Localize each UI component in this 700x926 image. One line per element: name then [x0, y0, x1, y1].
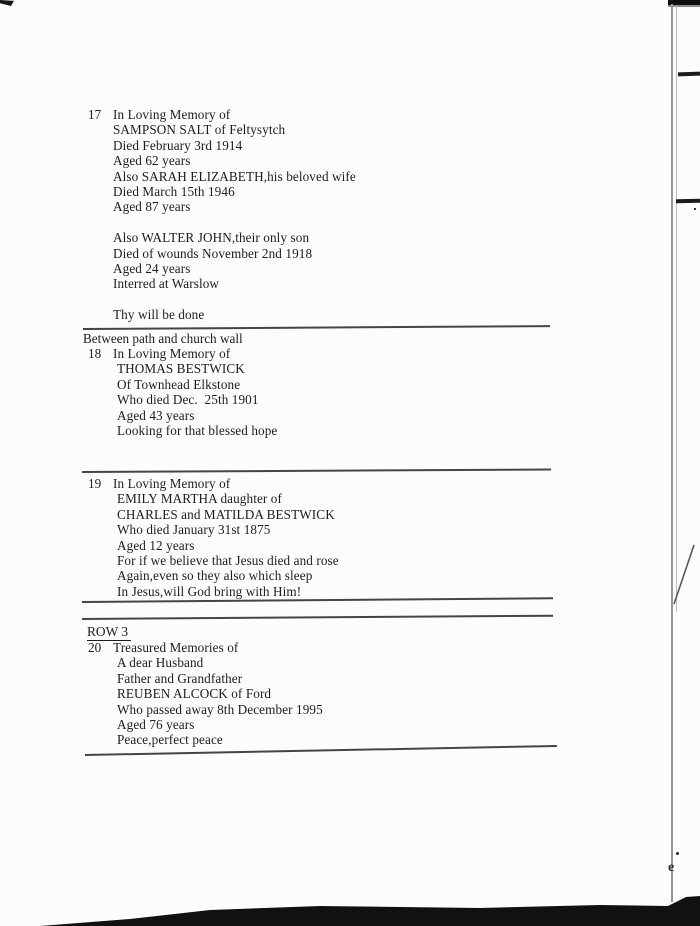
inscription-line: In Jesus,will God bring with Him! [117, 583, 302, 599]
inscription-line: Aged 12 years [117, 537, 195, 553]
inscription-line: Interred at Warslow [113, 276, 220, 292]
page-edge-line-2 [676, 6, 677, 612]
inscription-line: Who died January 31st 1875 [117, 522, 271, 538]
entry-number: 17 [88, 107, 102, 122]
pen-stroke-svg [672, 543, 696, 607]
inscription-group [113, 107, 356, 215]
inscription-line: Also SARAH ELIZABETH,his beloved wife [113, 168, 356, 184]
page-edge-line [671, 4, 673, 902]
scan-artifact-mark [678, 72, 700, 77]
inscription-line: Peace,perfect peace [117, 732, 223, 748]
section-divider-line [82, 615, 553, 620]
inscription-line: Of Townhead Elkstone [117, 376, 241, 392]
inscription-line: THOMAS BESTWICK [117, 361, 245, 377]
scan-edge-bar [668, 0, 700, 5]
memorial-entry-20 [88, 640, 323, 748]
section-divider-line [82, 469, 551, 473]
inscription-line: Father and Grandfather [117, 670, 243, 686]
entry-text [113, 346, 277, 438]
inscription-line: Aged 87 years [113, 199, 191, 215]
inscription-line: Aged 24 years [113, 261, 191, 277]
inscription-line: Died of wounds November 2nd 1918 [113, 245, 313, 261]
entry-text [113, 640, 323, 748]
scan-artifact-speck [694, 208, 696, 210]
entry-number: 19 [88, 476, 102, 491]
entry-text [113, 107, 356, 323]
inscription-line: Also WALTER JOHN,their only son [113, 230, 310, 246]
inscription-line: Thy will be done [113, 307, 205, 323]
section-divider-line [83, 325, 550, 329]
inscription-line: Aged 62 years [113, 153, 191, 169]
inscription-line: In Loving Memory of [113, 476, 231, 491]
pen-stroke [672, 543, 696, 607]
entry-text [113, 476, 339, 599]
inscription-line: EMILY MARTHA daughter of [117, 491, 282, 507]
row-heading-text: ROW 3 [87, 624, 131, 641]
inscription-line: Looking for that blessed hope [117, 423, 278, 439]
entry-number: 20 [88, 640, 102, 655]
scan-artifact-mark-2 [676, 199, 700, 203]
inscription-line: Died February 3rd 1914 [113, 137, 243, 153]
inscription-line: CHARLES and MATILDA BESTWICK [117, 506, 335, 522]
inscription-line: Died March 15th 1946 [113, 184, 235, 200]
location-note: Between path and church wall [83, 331, 243, 346]
inscription-line: SAMPSON SALT of Feltysytch [113, 122, 286, 138]
inscription-group [113, 346, 277, 438]
inscription-group [113, 230, 356, 292]
inscription-line: In Loving Memory of [113, 346, 231, 361]
edge-letter: e [668, 860, 675, 875]
inscription-line: A dear Husband [117, 655, 204, 671]
inscription-line: Treasured Memories of [113, 640, 239, 655]
scan-artifact-dot [676, 852, 679, 855]
inscription-line: Who died Dec. 25th 1901 [117, 392, 259, 408]
inscription-line: For if we believe that Jesus died and rose [117, 553, 339, 569]
entry-number: 18 [88, 346, 102, 361]
inscription-line: Aged 43 years [117, 407, 195, 423]
inscription-group [113, 307, 356, 322]
memorial-entry-17 [88, 107, 356, 323]
inscription-line: Again,even so they also which sleep [117, 568, 313, 584]
inscription-line: Who passed away 8th December 1995 [117, 701, 323, 717]
scan-corner-mark [0, 0, 14, 6]
inscription-line: Aged 76 years [117, 717, 195, 733]
memorial-entry-18 [88, 346, 277, 438]
inscription-line: REUBEN ALCOCK of Ford [117, 686, 272, 702]
scan-bottom-shadow [0, 890, 700, 926]
inscription-group [113, 640, 323, 748]
inscription-line: In Loving Memory of [113, 107, 231, 122]
memorial-entry-19 [88, 476, 339, 599]
inscription-group [113, 476, 339, 599]
row-heading [87, 624, 131, 639]
